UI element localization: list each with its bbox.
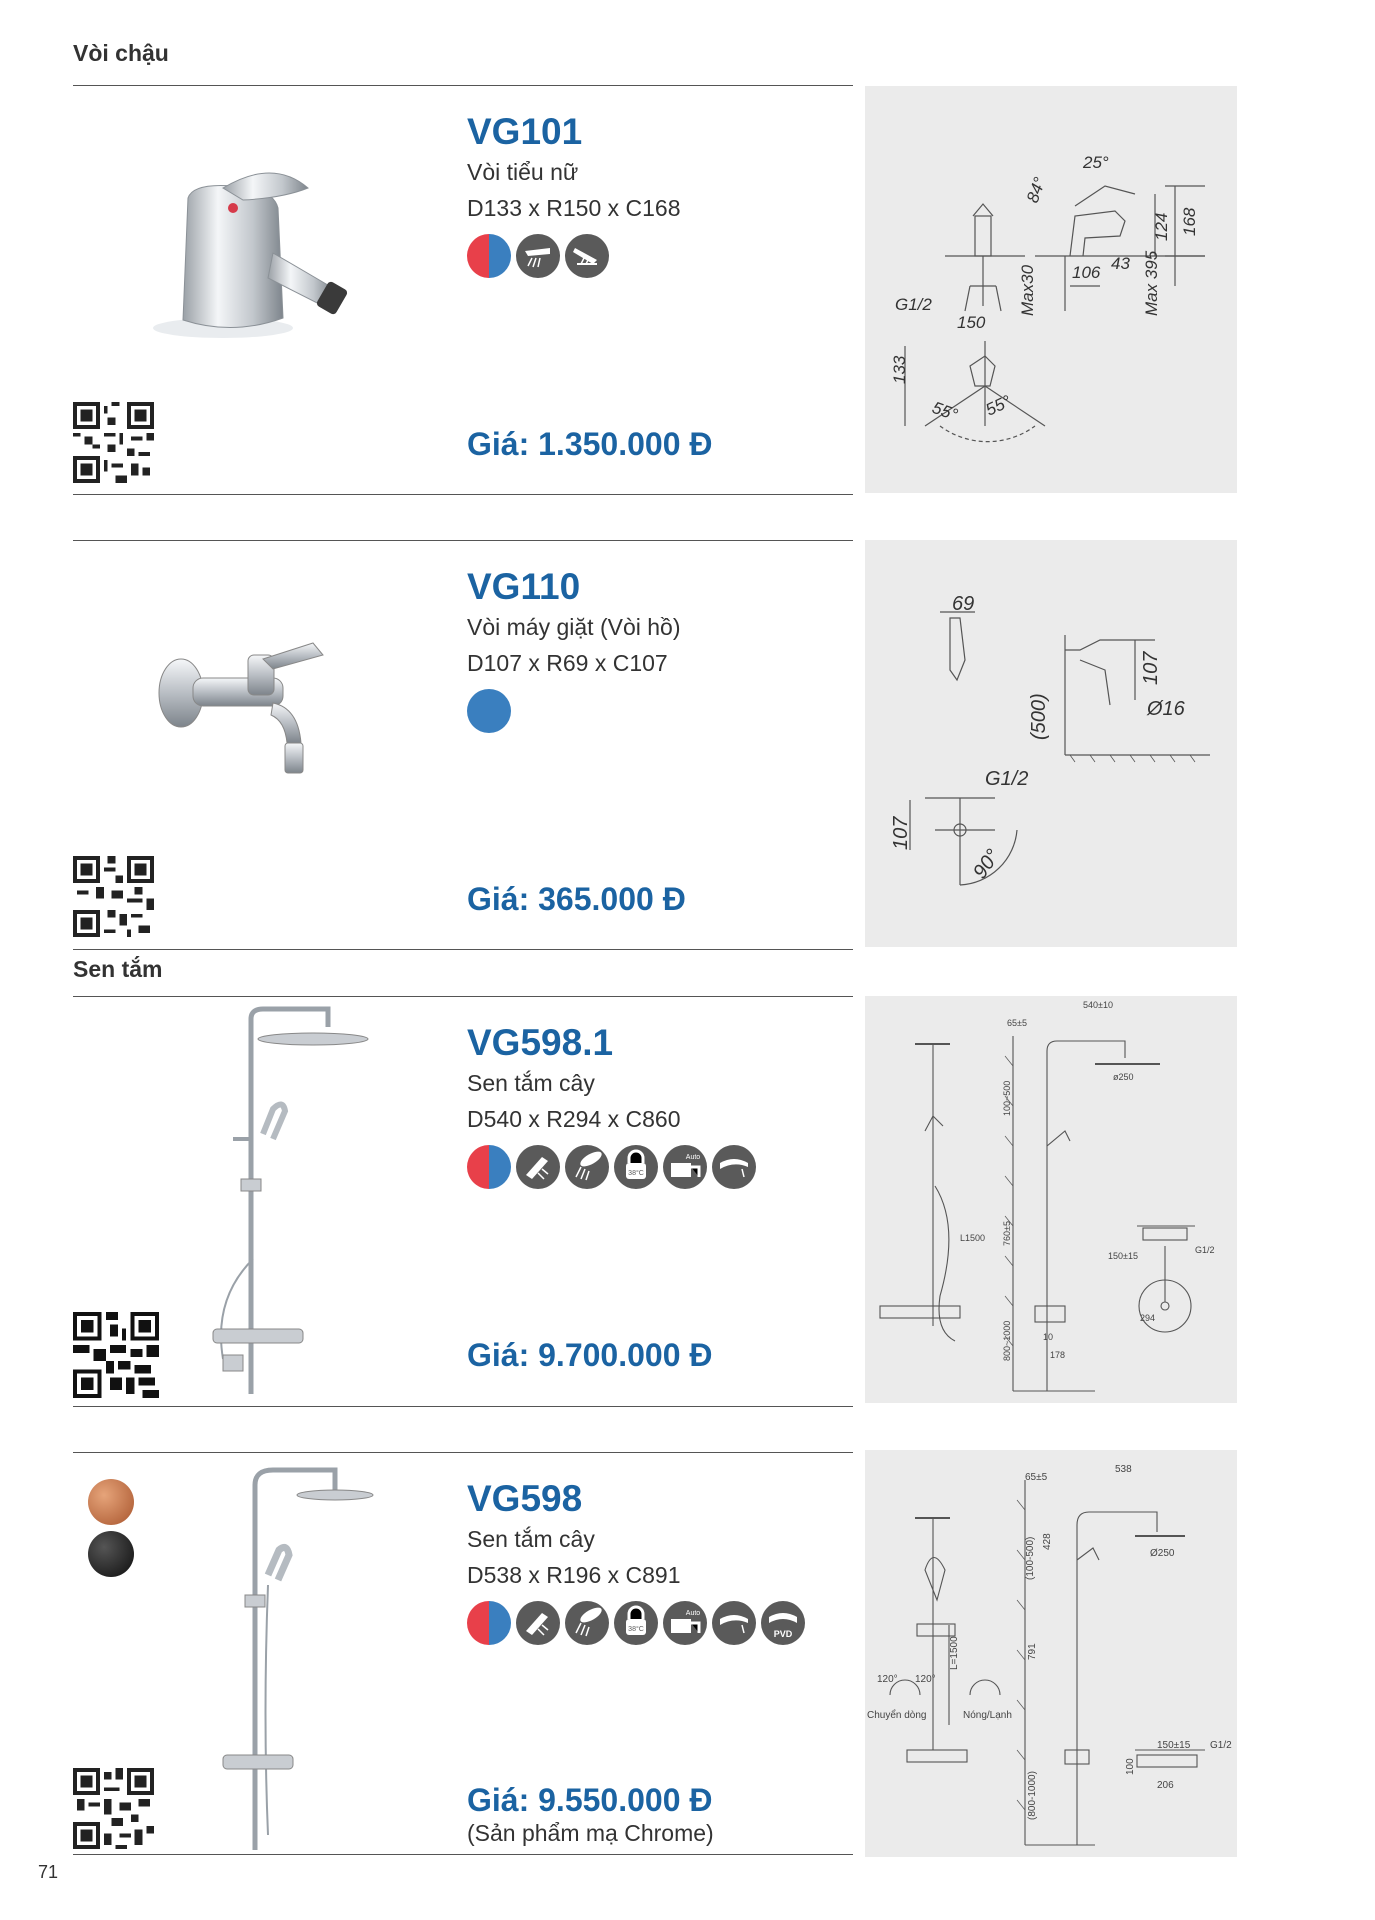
divider [73,1854,853,1855]
spout-icon [712,1145,756,1189]
dim-label: Chuyển dòng [867,1710,927,1721]
dim-label: 206 [1157,1780,1174,1791]
section-title-basin: Vòi chậu [73,40,169,66]
technical-drawing-vg598-1 [865,996,1237,1403]
thermostatic-lock-icon [614,1601,658,1645]
dim-label: 65±5 [1025,1472,1048,1483]
dim-label: 55° [929,397,961,425]
hot-cold-icon [467,234,511,278]
dim-label: 294 [1140,1313,1156,1323]
product-price: Giá: 9.550.000 Đ [467,1782,713,1818]
dim-label: 120° [915,1674,936,1685]
dim-label: 84° [1022,174,1050,206]
dim-label: 428 [1042,1533,1053,1550]
rain-shower-icon [565,1601,609,1645]
qr-code[interactable] [73,1312,154,1393]
dim-label: (500) [1028,693,1050,740]
qr-code[interactable] [73,1768,154,1849]
dim-label: 760±5 [1002,1221,1012,1246]
dim-label: G1/2 [985,768,1029,790]
dim-label: 90° [969,845,1005,883]
dim-label: 107 [1140,651,1162,685]
product-card-vg101 [73,88,853,495]
product-code: VG101 [467,111,583,152]
single-spray-icon [516,234,560,278]
product-info [467,110,847,278]
dim-label: 124 [1152,212,1171,241]
hot-cold-icon [467,1145,511,1189]
pvd-icon [761,1601,805,1645]
dim-label: 178 [1050,1350,1066,1360]
rain-shower-icon [565,1145,609,1189]
technical-drawing-vg101 [865,86,1237,493]
feature-icons [467,689,847,733]
product-card-vg110 [73,543,853,950]
spray-mode-icon [565,234,609,278]
dim-label: 65±5 [1007,1018,1027,1028]
product-price: Giá: 1.350.000 Đ [467,426,713,462]
dim-label: 120° [877,1674,898,1685]
dim-label: 100~500 [1002,1080,1012,1116]
dim-label: 25° [1083,153,1109,172]
divider [73,949,853,950]
dim-label: 150 [957,313,986,332]
product-info [467,1477,847,1645]
dim-label: G1/2 [1195,1245,1215,1255]
dim-label: 800~1000 [1002,1320,1012,1361]
divider [73,540,853,541]
technical-drawing-vg110 [865,540,1237,947]
dim-label: 43 [1111,254,1130,273]
technical-drawing-vg598 [865,1450,1237,1857]
section-title-shower: Sen tắm [73,956,163,982]
dim-label: Nóng/Lạnh [963,1710,1012,1721]
dim-label: Max 395 [1142,250,1161,316]
page-number: 71 [38,1862,59,1882]
svg-text:Auto: Auto [685,1610,701,1617]
dim-label: (100-500) [1025,1536,1036,1580]
product-dimensions: D133 x R150 x C168 [467,195,681,221]
product-name: Sen tắm cây [467,1070,595,1096]
dim-label: ø250 [1113,1072,1134,1082]
spout-icon [712,1601,756,1645]
feature-icons [467,1145,847,1189]
svg-text:Auto: Auto [685,1154,701,1161]
product-card-vg598 [73,1455,853,1862]
dim-label: 69 [952,593,975,615]
divider [73,85,853,86]
svg-text:PVD: PVD [773,1629,793,1639]
product-name: Vòi máy giặt (Vòi hồ) [467,614,681,640]
product-name: Sen tắm cây [467,1526,595,1552]
dim-label: G1/2 [1210,1740,1232,1751]
dim-label: 791 [1027,1643,1038,1660]
dim-label: 10 [1043,1332,1054,1342]
feature-icons [467,1601,847,1645]
dim-label: G1/2 [895,295,932,314]
product-code: VG598 [467,1478,583,1519]
qr-code[interactable] [73,856,154,937]
dim-label: 133 [890,355,909,384]
hot-cold-icon [467,1601,511,1645]
dim-label: Ø250 [1150,1548,1175,1559]
cold-water-icon [467,689,511,733]
product-card-vg598-1 [73,999,853,1406]
dim-label: L1500 [960,1233,986,1243]
product-info [467,565,847,733]
divider [73,996,853,997]
dim-label: 168 [1180,207,1199,236]
product-dimensions: D107 x R69 x C107 [467,650,668,676]
feature-icons [467,234,847,278]
product-info [467,1021,847,1189]
product-note: (Sản phẩm mạ Chrome) [467,1820,714,1846]
dim-label: Max30 [1018,264,1037,316]
svg-text:38°C: 38°C [628,1170,644,1177]
product-name: Vòi tiểu nữ [467,159,579,185]
qr-code[interactable] [73,402,154,483]
dim-label: 150±15 [1157,1740,1191,1751]
product-code: VG110 [467,566,581,607]
divider [73,1452,853,1453]
hand-shower-icon [516,1601,560,1645]
product-dimensions: D540 x R294 x C860 [467,1106,681,1132]
dim-label: 55° [982,391,1014,420]
svg-text:38°C: 38°C [628,1626,644,1633]
product-code: VG598.1 [467,1022,614,1063]
dim-label: 107 [890,816,912,850]
divider [73,1406,853,1407]
product-price: Giá: 365.000 Đ [467,881,686,917]
dim-label: 150±15 [1108,1251,1138,1261]
auto-diverter-icon [663,1601,707,1645]
dim-label: 100 [1125,1758,1136,1775]
dim-label: 540±10 [1083,1000,1113,1010]
dim-label: 106 [1072,263,1101,282]
product-price: Giá: 9.700.000 Đ [467,1337,713,1373]
thermostatic-lock-icon [614,1145,658,1189]
dim-label: 538 [1115,1464,1132,1475]
hand-shower-icon [516,1145,560,1189]
auto-diverter-icon [663,1145,707,1189]
product-dimensions: D538 x R196 x C891 [467,1562,681,1588]
dim-label: (800-1000) [1027,1771,1038,1820]
dim-label: Ø16 [1147,698,1185,720]
dim-label: L=1500 [949,1636,960,1670]
divider [73,494,853,495]
